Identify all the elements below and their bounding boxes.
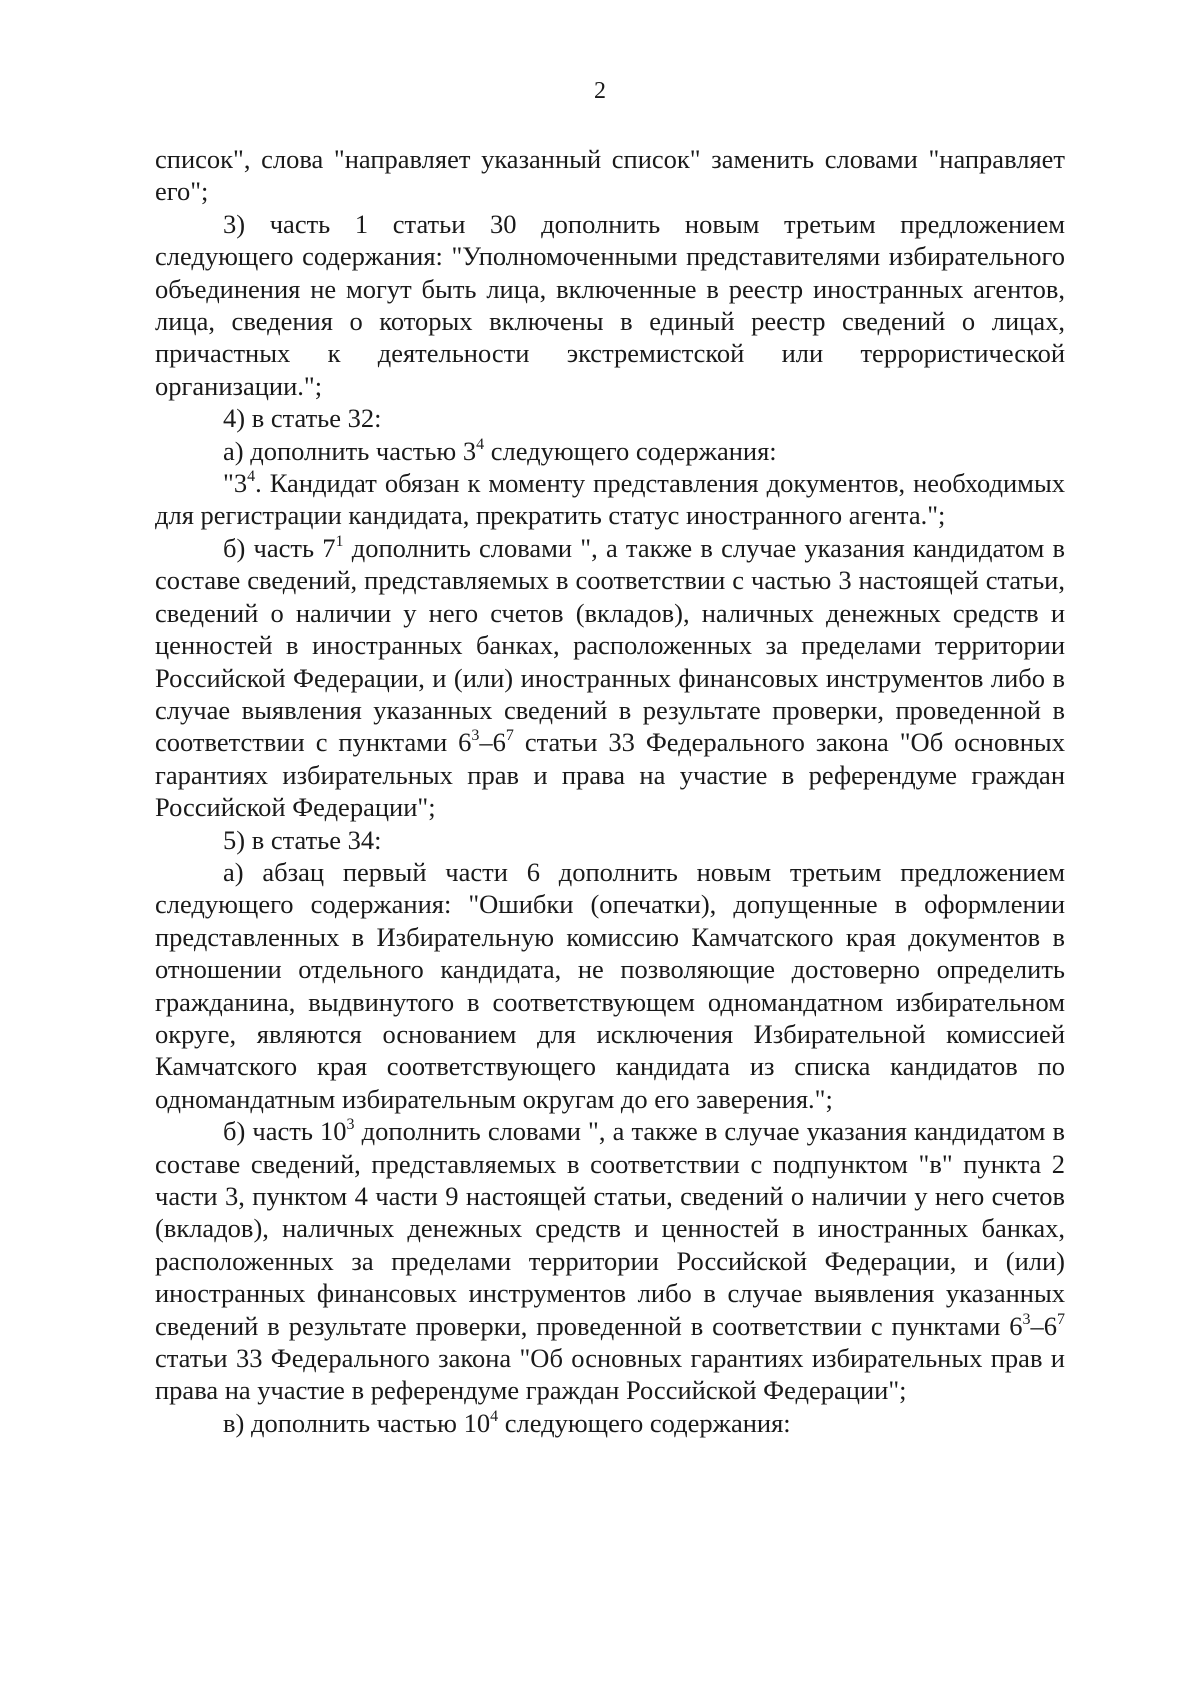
text-run: –6 [479, 727, 506, 758]
text-run: следующего содержания: [484, 435, 777, 466]
text-run: –6 [1030, 1310, 1057, 1341]
paragraph [155, 824, 1065, 856]
text-run: б) часть 7 [223, 532, 336, 563]
text-run: 4) в статье 32: [223, 403, 382, 434]
text-run: следующего содержания: [498, 1407, 791, 1438]
text-run: в) дополнить частью 10 [223, 1407, 491, 1438]
text-run: б) часть 10 [223, 1116, 347, 1147]
text-run: дополнить словами ", а также в случае указания кандидатом в составе сведений, представляемых в соответствии с частью 3 настоящей статьи, сведений о наличии у него счетов (вкладов), наличных денежных средств и ценностей в иностранных банках, расположенных за пределами территории Российской Федерации, и (или) иностранных финансовых инструментов либо в случае выявления указанных сведений в результате проверки, проведенной в соответствии с пунктами 6 [155, 532, 1065, 758]
text-run: . Кандидат обязан к моменту представления документов, необходимых для регистрации кандидата, прекратить статус иностранного агента."; [155, 468, 1065, 531]
superscript: 3 [346, 1116, 355, 1134]
superscript: 4 [476, 435, 485, 453]
text-run: а) абзац первый части 6 дополнить новым третьим предложением следующего содержания: "Ошибки (опечатки), допущенные в оформлении представленных в Избирательную комиссию Камчатского края документов в отношении отдельного кандидата, не позволяющие достоверно определить гражданина, выдвинутого в соответствующем одномандатном избирательном округе, являются основанием для исключения Избирательной комиссией Камчатского края соответствующего кандидата из списка кандидатов по одномандатным избирательным округам до его заверения."; [155, 856, 1065, 1114]
superscript: 4 [490, 1407, 499, 1425]
superscript: 7 [1057, 1310, 1065, 1328]
text-run: список", слова "направляет указанный список" заменить словами "направляет его"; [155, 144, 1065, 207]
page-number: 2 [594, 78, 606, 104]
paragraph [155, 143, 1065, 208]
superscript: 7 [505, 727, 514, 745]
superscript: 3 [1022, 1310, 1031, 1328]
text-run: а) дополнить частью 3 [223, 435, 477, 466]
text-run: 5) в статье 34: [223, 824, 382, 855]
superscript: 4 [247, 468, 256, 486]
paragraph [155, 208, 1065, 402]
text-run: статьи 33 Федерального закона "Об основных гарантиях избирательных прав и права на участие в референдуме граждан Российской Федерации"; [155, 727, 1065, 823]
superscript: 3 [471, 727, 480, 745]
superscript: 1 [335, 532, 344, 550]
paragraph [155, 1407, 1065, 1439]
text-run: дополнить словами ", а также в случае указания кандидатом в составе сведений, представляемых в соответствии с подпунктом "в" пункта 2 части 3, пунктом 4 части 9 настоящей статьи, сведений о наличии у него счетов (вкладов), наличных денежных средств и ценностей в иностранных банках, расположенных за пределами территории Российской Федерации, и (или) иностранных финансовых инструментов либо в случае выявления указанных сведений в результате проверки, проведенной в соответствии с пунктами 6 [155, 1116, 1066, 1341]
text-run: статьи 33 Федерального закона "Об основных гарантиях избирательных прав и права на участие в референдуме граждан Российской Федерации"; [155, 1343, 1065, 1406]
paragraph [155, 402, 1065, 434]
paragraph [155, 856, 1065, 1115]
paragraph [155, 1115, 1065, 1407]
text-run: 3) часть 1 статьи 30 дополнить новым третьим предложением следующего содержания: "Уполномоченными представителями избирательного объединения не могут быть лица, включенные в реестр иностранных агентов, лица, сведения о которых включены в единый реестр сведений о лицах, причастных к деятельности экстремистской или террористической организации."; [155, 208, 1065, 401]
paragraph [155, 435, 1065, 467]
text-run: "3 [223, 468, 248, 499]
document-body [155, 143, 1065, 1439]
paragraph [155, 467, 1065, 532]
paragraph [155, 532, 1065, 824]
